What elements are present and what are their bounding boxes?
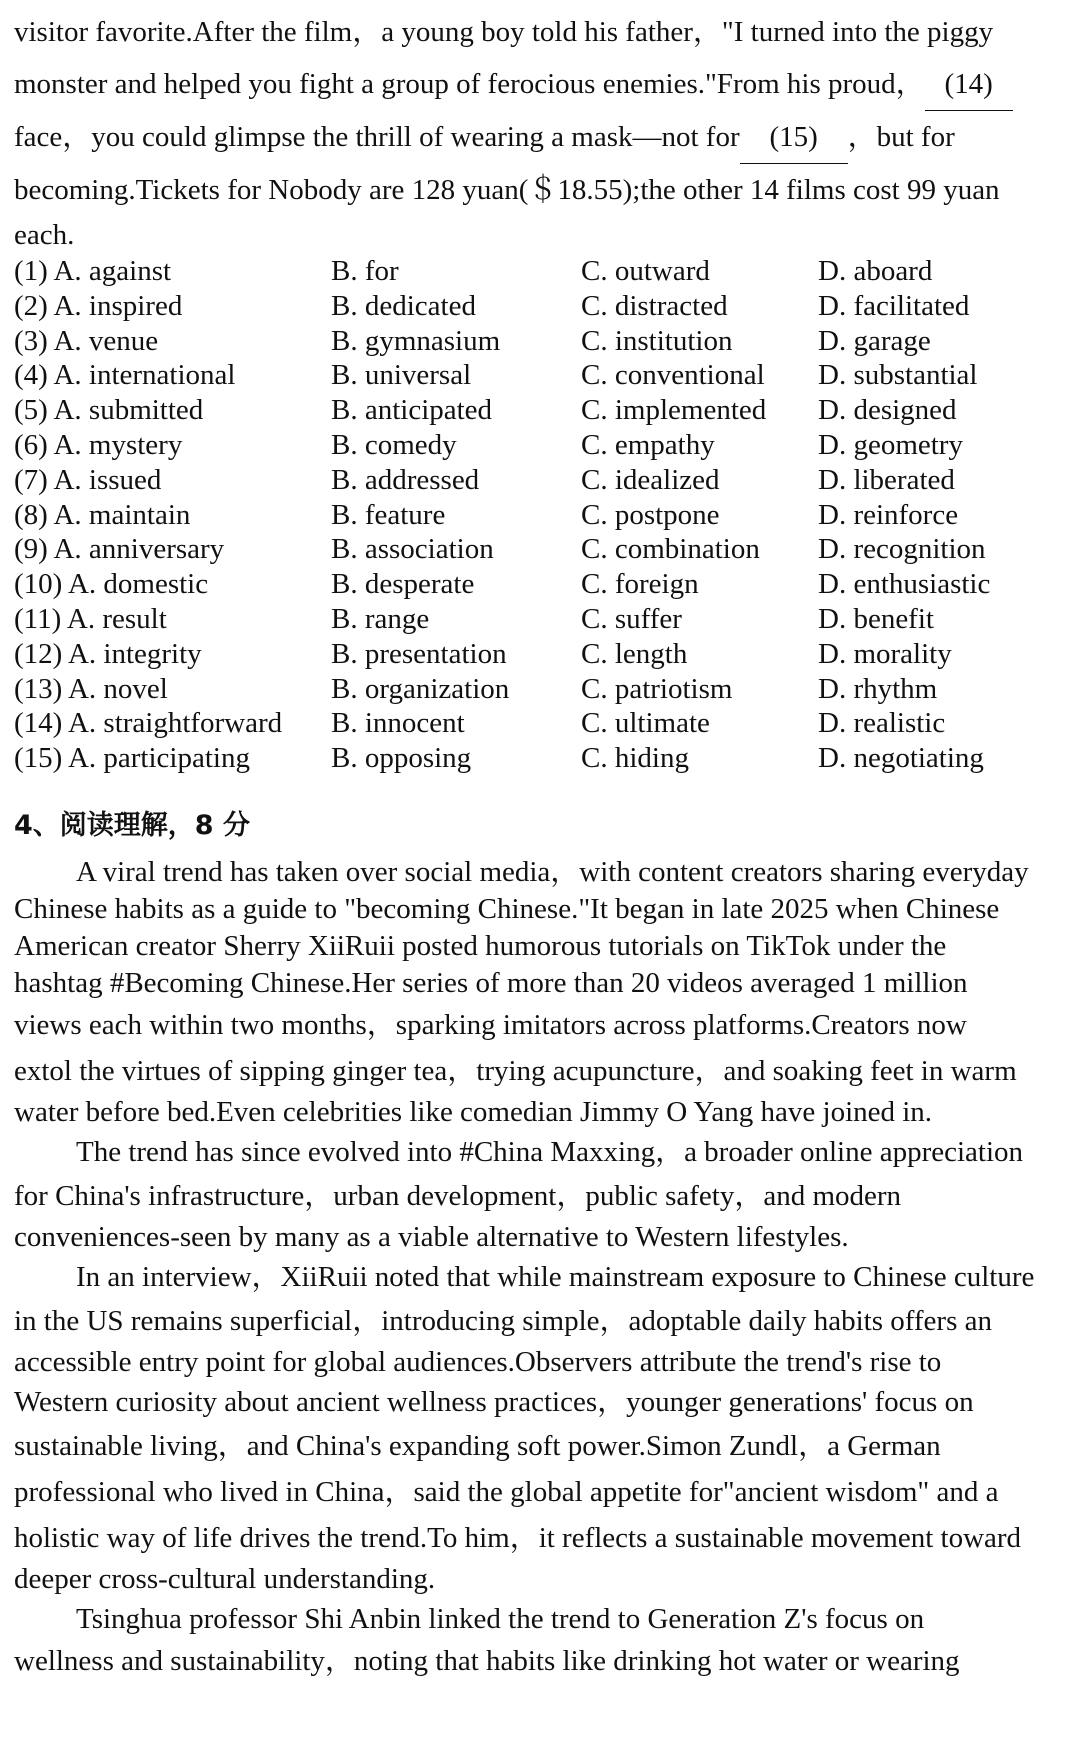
passage-line: hashtag #Becoming Chinese.Her series of more than 20 videos averaged 1 million [14, 966, 968, 999]
passage-text: face，you could glimpse the thrill of wearing a mask—not for [14, 121, 740, 153]
passage-line: conveniences-seen by many as a viable alternative to Western lifestyles. [14, 1220, 849, 1253]
option-d: D. rhythm [818, 672, 938, 705]
passage-text: monster and helped you fight a group of ferocious enemies."From his proud， [14, 68, 925, 100]
option-c: C. patriotism [581, 672, 733, 705]
option-c: C. foreign [581, 568, 699, 601]
option-d: D. designed [818, 394, 957, 427]
option-a: (1) A. against [14, 255, 172, 287]
option-c: C. ultimate [581, 707, 710, 740]
option-d: D. morality [818, 637, 952, 670]
passage-line: A viral trend has taken over social media，with content creators sharing everyday [76, 855, 1029, 888]
option-a: (7) A. issued [14, 463, 162, 496]
option-a: (10) A. domestic [14, 568, 209, 601]
option-b: B. addressed [331, 463, 480, 496]
passage-line: for China's infrastructure，urban development，public safety，and modern [14, 1179, 902, 1212]
option-b: B. range [331, 602, 430, 635]
option-a: (12) A. integrity [14, 637, 202, 670]
option-d: D. liberated [818, 463, 955, 496]
option-b: B. for [331, 255, 399, 287]
option-c: C. idealized [581, 463, 720, 496]
answer-options [14, 254, 1066, 776]
option-a: (5) A. submitted [14, 394, 204, 427]
option-c: C. empathy [581, 428, 715, 461]
passage-line: deeper cross-cultural understanding. [14, 1562, 436, 1595]
option-row [14, 463, 1066, 498]
option-row [14, 428, 1066, 463]
option-b: B. gymnasium [331, 324, 501, 357]
option-a: (3) A. venue [14, 324, 159, 357]
option-row [14, 532, 1066, 567]
option-b: B. desperate [331, 568, 475, 601]
option-c: C. postpone [581, 498, 720, 531]
passage-line: holistic way of life drives the trend.To him，it reflects a sustainable movement toward [14, 1521, 1022, 1554]
option-b: B. association [331, 533, 494, 566]
passage-text: ，but for [847, 121, 955, 153]
option-b: B. presentation [331, 637, 507, 670]
option-a: (11) A. result [14, 602, 167, 635]
option-c: C. implemented [581, 394, 767, 427]
option-row [14, 324, 1066, 359]
passage-line: accessible entry point for global audiences.Observers attribute the trend's rise to [14, 1345, 942, 1378]
option-d: D. facilitated [818, 289, 970, 322]
option-d: D. recognition [818, 533, 986, 566]
passage-line: The trend has since evolved into #China Maxxing，a broader online appreciation [76, 1135, 1024, 1168]
option-d: D. realistic [818, 707, 946, 740]
option-a: (9) A. anniversary [14, 533, 225, 566]
passage-line: sustainable living，and China's expanding soft power.Simon Zundl，a German [14, 1429, 941, 1462]
option-a: (2) A. inspired [14, 289, 183, 322]
passage-line [14, 58, 1066, 111]
option-b: B. organization [331, 672, 510, 705]
option-c: C. outward [581, 255, 710, 287]
option-a: (13) A. novel [14, 672, 168, 705]
option-row [14, 358, 1066, 393]
option-row [14, 289, 1066, 324]
option-a: (6) A. mystery [14, 428, 183, 461]
passage-line [14, 111, 1066, 164]
option-a: (15) A. participating [14, 742, 250, 775]
reading-passage [14, 854, 1066, 1682]
paragraph-1 [14, 854, 1066, 1131]
passage-line: Tsinghua professor Shi Anbin linked the trend to Generation Z's focus on [76, 1602, 925, 1635]
option-c: C. length [581, 637, 688, 670]
option-d: D. benefit [818, 602, 934, 635]
option-row [14, 393, 1066, 428]
option-a: (8) A. maintain [14, 498, 191, 531]
option-c: C. hiding [581, 742, 689, 775]
option-b: B. anticipated [331, 394, 493, 427]
option-b: B. universal [331, 359, 472, 392]
option-row [14, 602, 1066, 637]
option-c: C. conventional [581, 359, 765, 392]
passage-line: water before bed.Even celebrities like comedian Jimmy O Yang have joined in. [14, 1095, 933, 1128]
option-row [14, 637, 1066, 672]
option-c: C. distracted [581, 289, 728, 322]
passage-line: becoming.Tickets for Nobody are 128 yuan(＄18.55);the other 14 films cost 99 yuan [14, 174, 1000, 206]
option-d: D. geometry [818, 428, 963, 461]
passage-line: views each within two months，sparking imitators across platforms.Creators now [14, 1008, 967, 1041]
option-d: D. enthusiastic [818, 568, 991, 601]
paragraph-3 [14, 1256, 1066, 1598]
option-d: D. substantial [818, 359, 978, 392]
option-row [14, 567, 1066, 602]
paragraph-4 [14, 1598, 1066, 1682]
option-d: D. garage [818, 324, 931, 357]
option-d: D. aboard [818, 255, 933, 287]
option-row [14, 706, 1066, 741]
cloze-passage-ending [14, 0, 1066, 254]
option-row [14, 672, 1066, 707]
passage-line: American creator Sherry XiiRuii posted humorous tutorials on TikTok under the [14, 929, 947, 962]
passage-line: visitor favorite.After the film，a young boy told his father，"I turned into the piggy [14, 16, 994, 48]
option-b: B. dedicated [331, 289, 476, 322]
option-d: D. negotiating [818, 742, 984, 775]
passage-line: each. [14, 219, 75, 251]
passage-line: wellness and sustainability，noting that habits like drinking hot water or wearing [14, 1644, 960, 1677]
option-a: (14) A. straightforward [14, 707, 283, 740]
passage-line: In an interview，XiiRuii noted that while mainstream exposure to Chinese culture [76, 1260, 1035, 1293]
option-row [14, 741, 1066, 776]
option-c: C. institution [581, 324, 733, 357]
option-b: B. innocent [331, 707, 465, 740]
blank-14: (14) [925, 58, 1013, 111]
option-b: B. opposing [331, 742, 472, 775]
option-c: C. suffer [581, 602, 682, 635]
passage-line: extol the virtues of sipping ginger tea，trying acupuncture，and soaking feet in warm [14, 1054, 1017, 1087]
blank-15: (15) [740, 111, 848, 164]
option-c: C. combination [581, 533, 760, 566]
passage-line: Chinese habits as a guide to "becoming Chinese."It began in late 2025 when Chinese [14, 892, 1000, 925]
option-b: B. feature [331, 498, 446, 531]
option-row [14, 254, 1066, 289]
option-b: B. comedy [331, 428, 457, 461]
passage-line: professional who lived in China，said the global appetite for"ancient wisdom" and a [14, 1475, 999, 1508]
option-row [14, 498, 1066, 533]
paragraph-2 [14, 1131, 1066, 1256]
option-d: D. reinforce [818, 498, 959, 531]
option-a: (4) A. international [14, 359, 236, 392]
passage-line: in the US remains superficial，introducing simple，adoptable daily habits offers an [14, 1304, 992, 1337]
passage-line: Western curiosity about ancient wellness practices，younger generations' focus on [14, 1385, 974, 1418]
section-heading: 4、阅读理解，8 分 [14, 809, 250, 841]
